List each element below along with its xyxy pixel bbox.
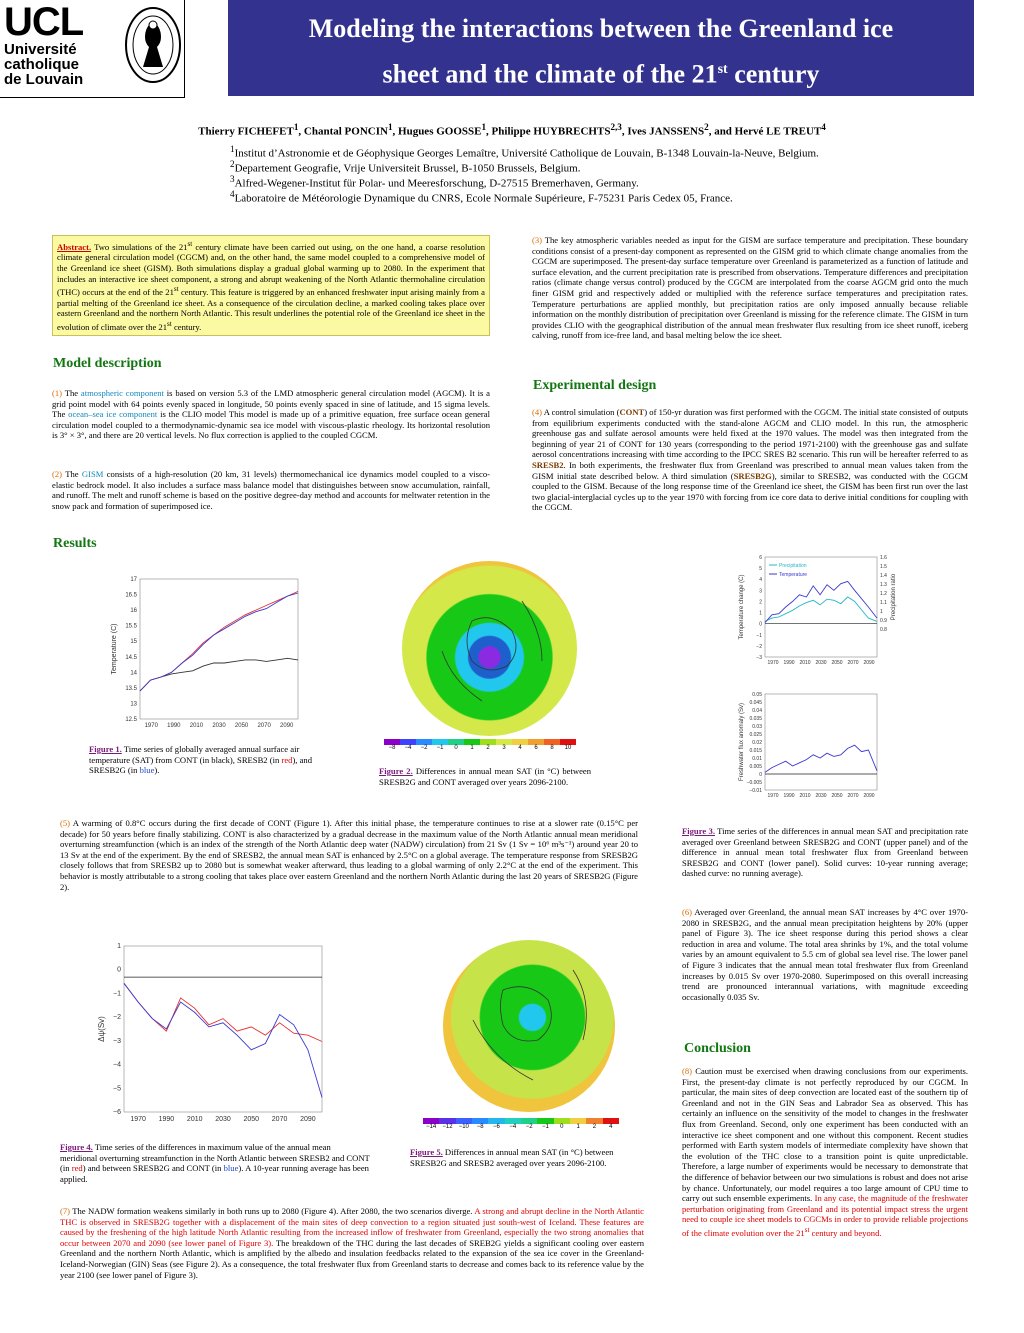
x-tick-label: 1970 bbox=[767, 793, 779, 799]
y-tick-label: −3 bbox=[756, 655, 762, 661]
y-tick-label: 0.05 bbox=[752, 692, 762, 698]
y2-axis-label: Precipitation ratio bbox=[891, 573, 897, 621]
figure-3-upper-chart bbox=[735, 553, 905, 679]
y-tick-label: −3 bbox=[113, 1037, 121, 1045]
x-tick-label: 2090 bbox=[863, 793, 875, 799]
colorbar-tick-label: 2 bbox=[592, 1124, 597, 1130]
y-tick-label: 2 bbox=[759, 599, 762, 606]
colorbar-tick-label: −1 bbox=[542, 1124, 549, 1130]
poster-title bbox=[238, 8, 964, 95]
x-tick-label: 2010 bbox=[799, 793, 811, 799]
figure-1-caption: Figure 1. Time series of globally averaged annual surface air temperature (SAT) from CONT (in black), SRESB2 (in red), and SRESB2G (in blue). bbox=[89, 744, 313, 776]
plot-frame bbox=[140, 579, 298, 719]
colorbar-tick-label: −12 bbox=[442, 1124, 453, 1130]
y-tick-label: 17 bbox=[130, 577, 137, 583]
results-heading: Results bbox=[53, 536, 97, 551]
y-tick-label: 14 bbox=[130, 670, 137, 677]
logo-block bbox=[0, 0, 185, 98]
y-tick-label: −0.005 bbox=[746, 780, 762, 786]
y-tick-label: 13.5 bbox=[125, 685, 137, 692]
figure-3-lower-chart bbox=[735, 690, 885, 810]
y-tick-label: 14.5 bbox=[125, 654, 137, 661]
series-line-1 bbox=[765, 581, 877, 622]
results-paragraph-7: (7) The NADW formation weakens similarly in both runs up to 2080 (Figure 4). After 2080, the two scenarios diverge. A strong and abrupt decline in the North Atlantic THC is observed in SRESB2G together with a displacement of the main sites of deep convection to a region situated just south-west of Iceland. These features are caused by the freshening of the high latitude North Atlantic resulting from the increased inflow of freshwater from Greenland, especially the two strong anomalies that occur between 2070 and 2090 (see lower panel of Figure 3). The breakdown of the THC during the last decades of SREB2G yields a significant cooling over eastern Greenland and the northern North Atlantic, which is amplified by the albedo and insulation feedbacks related to the expansion of the sea ice cover in the Greenland-Iceland-Norwegian (GIN) Seas (see Figure 2). As a consequence, the total freshwater flux from Greenland starts to decrease and comes back to its reference value by the year 2100 (see lower panel of Figure 3). bbox=[60, 1206, 644, 1280]
y2-tick-label: 1.5 bbox=[880, 564, 887, 570]
colorbar-tick-label: −10 bbox=[458, 1124, 469, 1130]
figure-5-coastline bbox=[443, 940, 615, 1112]
plot-frame bbox=[765, 694, 877, 790]
x-tick-label: 2090 bbox=[300, 1116, 316, 1123]
conclusion-paragraph: (8) Caution must be exercised when drawing conclusions from our experiments. First, the present-day climate is not perfectly reproduced by our CGCM. In particular, the main sites of deep convection are located east of the southern tip of Greenland and not in the GIN Seas and Labrador Sea as observed. This has certainly an influence on the sensitivity of the model to changes in the freshwater flux from Greenland. Second, only one experiment has been conducted with an interactive ice sheet component and one without this component. Recent studies performed with Earth system models of intermediate complexity have shown that the evolution of the THC close to a transition point is quite unpredictable. Therefore, a large number of experiments would be necessary to demonstrate that the difference of behavior between our two simulations is robust and does not arise by chance. Unfortunately, our model requires a too large amount of CPU time to carry out such ensemble experiments. In any case, the magnitude of the freshwater perturbation originating from Greenland and its potential impact stress the urgent need to couple ice sheet models to CGCMs in order to provide reliable projections of the climate evolution over the 21st century and beyond. bbox=[682, 1066, 968, 1238]
colorbar-tick-label: 0 bbox=[454, 745, 458, 751]
y-tick-label: −5 bbox=[113, 1085, 121, 1093]
x-tick-label: 1990 bbox=[167, 723, 181, 729]
y-tick-label: 0 bbox=[759, 621, 762, 628]
colorbar-tick-label: −6 bbox=[493, 1124, 500, 1130]
x-tick-label: 2050 bbox=[234, 723, 249, 729]
series-line-0 bbox=[765, 597, 877, 621]
y-tick-label: 0 bbox=[117, 966, 121, 974]
y-tick-label: 6 bbox=[759, 555, 762, 561]
y-tick-label: 0.045 bbox=[749, 700, 762, 706]
experimental-paragraph: (4) A control simulation (CONT) of 150-yr duration was first performed with the CGCM. The initial state consisted of outputs from equilibrium experiments conducted with the stand-alone AGCM and CLIO model. In this run, the atmospheric greenhouse gas and sulfate aerosol amounts were held fixed at the 1970 values. The model was then integrated from the beginning of year 21 of CONT for 130 years (corresponding to the period 1971-2100) with the greenhouse gas and sulfate aerosol concentrations increasing with time according to the IPCC SRES B2 scenario. This run will be hereafter referred to as SRESB2. In both experiments, the freshwater flux from Greenland was prescribed to annual mean values taken from the GISM initial state described below. A third simulation (SRESB2G), similar to SRESB2, was conducted with the CGCM coupled to the GISM. Because of the long response time of the Greenland ice sheet, the GISM has been first run over the last two glacial-interglacial cycles up to the year 1970 with forcing from ice core data to derive initial conditions for coupling with the CGCM. bbox=[532, 407, 968, 513]
colorbar-tick-label: −8 bbox=[388, 745, 396, 751]
y2-tick-label: 1.3 bbox=[880, 582, 887, 588]
figure-2-coastline bbox=[402, 561, 577, 736]
x-tick-label: 1970 bbox=[767, 660, 779, 666]
series-line-0 bbox=[140, 658, 298, 691]
y-tick-label: 0.04 bbox=[752, 708, 762, 714]
y-tick-label: −6 bbox=[113, 1109, 121, 1116]
y-axis-label: Freshwater flux anomaly (Sv) bbox=[739, 702, 745, 782]
university-seal-icon bbox=[124, 5, 182, 85]
colorbar-tick-label: 4 bbox=[609, 1124, 613, 1130]
title-line-2: sheet and the climate of the 21st century bbox=[382, 59, 820, 89]
x-tick-label: 1970 bbox=[130, 1116, 146, 1123]
colorbar-tick-label: 8 bbox=[550, 745, 554, 751]
figure-3-caption: Figure 3. Time series of the differences in annual mean SAT and precipitation rate averaged over Greenland between SRESB2G and CONT (upper panel) and of the difference in annual mean total freshwater flux from Greenland between SRESB2G and CONT (lower panel). Solid curves: 10-year running average; dashed curve: no running average). bbox=[682, 826, 969, 879]
series-line-0 bbox=[124, 983, 322, 1041]
colorbar-tick-label: −4 bbox=[509, 1124, 517, 1130]
y2-tick-label: 0.8 bbox=[880, 627, 887, 633]
colorbar-tick-label: 0 bbox=[560, 1124, 564, 1130]
series-line-1 bbox=[124, 983, 322, 1097]
x-tick-label: 2070 bbox=[271, 1116, 288, 1123]
colorbar-tick-label: 6 bbox=[534, 745, 538, 751]
y-tick-label: −2 bbox=[756, 643, 762, 650]
x-tick-label: 2090 bbox=[863, 660, 875, 666]
y2-tick-label: 1.1 bbox=[880, 600, 887, 606]
y-tick-label: 15 bbox=[130, 639, 137, 646]
colorbar-tick-label: −14 bbox=[426, 1124, 437, 1130]
x-tick-label: 1990 bbox=[158, 1116, 175, 1123]
colorbar-tick-label: −8 bbox=[476, 1124, 484, 1130]
y-tick-label: 0.035 bbox=[749, 716, 762, 722]
x-tick-label: 2050 bbox=[831, 793, 843, 799]
gism-coupling-paragraph: (3) The key atmospheric variables needed as input for the GISM are surface temperature and precipitation. These boundary conditions consist of a present-day component as represented on the GISM grid to which climate change anomalies from the CGCM are superimposed. The present-day surface temperature over Greenland is parameterized as a function of latitude and surface elevation, and the current precipitation rate is prescribed from observations. Temperature differences and precipitation ratios (climate change versus control) produced by the CGCM are interpolated from the coarse AGCM grid onto the much finer GISM grid and respectively added or multiplied with the reference surface temperatures and precipitation rates. Temperature perturbations are applied monthly, but precipitation ratios are only imposed annually because reliable information on the monthly distribution of precipitation over Greenland is missing for the reference climate. The GISM in turn provides CLIO with the geographical distribution of the annual mean freshwater flux resulting from ice sheet runoff, iceberg calving, runoff from ice-free land, and basal melting below the ice sheet. bbox=[532, 235, 968, 341]
model-paragraph-1: (1) The atmospheric component is based on version 5.3 of the LMD atmospheric general circulation model (AGCM). It is a grid point model with 64 points evenly spaced in longitude, 50 points evenly spaced in sine of latitude, and 15 sigma levels. The ocean–sea ice component is the CLIO model This model is made up of a primitive equation, free surface ocean general circulation model coupled to a thermodynamic-dynamic sea ice model with viscous-plastic rheology. Its horizontal resolution is 3° × 3°, and there are 20 vertical levels. No flux correction is applied to the coupled CGCM. bbox=[52, 388, 490, 441]
figure-2-caption: Figure 2. Differences in annual mean SAT (in °C) between SRESB2G and CONT averaged over years 2096-2100. bbox=[379, 766, 591, 787]
x-tick-label: 1990 bbox=[783, 793, 795, 799]
y2-tick-label: 0.9 bbox=[880, 618, 887, 624]
results-paragraph-5: (5) A warming of 0.8°C occurs during the first decade of CONT (Figure 1). After this initial phase, the temperature continues to rise at a slower rate (0.15°C per decade) for 50 years before finally stabilizing. CONT is also characterized by a gradual decrease in the maximum value of the North Atlantic annual mean meridional overturning streamfunction (which is an index of the strength of the North Atlantic deep water (NADW) circulation) from 21 Sv (1 Sv = 10⁶ m³s⁻¹) around year 20 to 13 Sv at the end of the experiment. By the end of SRESB2, the annual mean SAT is enhanced by 2.5°C on a global average. The temperature response from SRESB2G closely follows that from SRESB2 up to 2080 but is somewhat weaker afterward, thus leading to a global warming of only 2.2°C at the end of the experiment. This behavior is mostly attributable to a strong cooling that takes place over eastern Greenland and the northern North Atlantic during the last 20 years of SRESB2G (Figure 2). bbox=[60, 818, 638, 892]
author-list: Thierry FICHEFET$^1$, Chantal PONCIN$^1$, Hugues GOOSSE$^1$, Philippe HUYBRECHTS$^{2,3}$, Ives JANSSENS$^2$, and Hervé LE TREUT$^4$ bbox=[198, 122, 826, 138]
colorbar-tick-label: 2 bbox=[486, 745, 490, 751]
y-axis-label: Temperature change (C) bbox=[739, 574, 745, 640]
logo-line-3: de Louvain bbox=[4, 71, 84, 88]
colorbar-tick-label: 10 bbox=[564, 745, 572, 751]
x-tick-label: 2030 bbox=[815, 660, 827, 666]
y-tick-label: 15.5 bbox=[125, 623, 137, 630]
y-axis-label: Δψ(Sv) bbox=[97, 1016, 106, 1042]
affiliation-3: $^3$Alfred-Wegener-Institut für Polar- und Meeresforschung, D-27515 Bremerhaven, Germany. bbox=[230, 174, 639, 190]
y-tick-label: 16.5 bbox=[125, 592, 137, 599]
x-tick-label: 2010 bbox=[799, 660, 811, 666]
y-tick-label: 0.02 bbox=[752, 740, 762, 746]
y-tick-label: 16 bbox=[130, 608, 137, 615]
y-tick-label: 0.025 bbox=[749, 732, 762, 738]
y-tick-label: 1 bbox=[759, 610, 762, 617]
x-tick-label: 2010 bbox=[186, 1116, 203, 1123]
legend-label: Precipitation bbox=[779, 563, 807, 569]
figure-4-caption: Figure 4. Time series of the differences in maximum value of the annual mean meridional overturning streamfunction in the North Atlantic between SRESB2 and CONT (in red) and between SRESB2G and CONT (in blue). A 10-year running average has been applied. bbox=[60, 1142, 370, 1184]
y-tick-label: 12.5 bbox=[125, 717, 137, 723]
y-tick-label: 13 bbox=[130, 701, 137, 708]
x-tick-label: 2070 bbox=[847, 660, 859, 666]
colorbar-tick-label: 1 bbox=[576, 1124, 580, 1130]
series-line-2 bbox=[140, 593, 298, 691]
colorbar-tick-label: 3 bbox=[502, 745, 506, 751]
figure-4-chart bbox=[96, 940, 332, 1130]
model-description-heading: Model description bbox=[53, 356, 162, 371]
y-tick-label: 0 bbox=[759, 772, 762, 778]
x-tick-label: 2050 bbox=[831, 660, 843, 666]
affiliation-4: $^4$Laboratoire de Météorologie Dynamique du CNRS, Ecole Normale Supérieure, F-75231 Paris Cedex 05, France. bbox=[230, 189, 733, 205]
colorbar-tick-label: −2 bbox=[420, 745, 428, 751]
logo-line-1: Université bbox=[4, 41, 77, 58]
x-tick-label: 1990 bbox=[783, 660, 795, 666]
figure-2-colorbar bbox=[384, 739, 576, 751]
x-tick-label: 2050 bbox=[243, 1116, 260, 1123]
y2-tick-label: 1.4 bbox=[880, 573, 887, 579]
y2-tick-label: 1.2 bbox=[880, 591, 887, 597]
x-tick-label: 2070 bbox=[257, 723, 271, 729]
colorbar-tick-label: 4 bbox=[518, 745, 522, 751]
figure-2-colorbar-ticks bbox=[384, 745, 576, 751]
title-line-1: Modeling the interactions between the Greenland ice bbox=[308, 14, 894, 43]
y-tick-label: 0.01 bbox=[752, 756, 762, 762]
conclusion-heading: Conclusion bbox=[684, 1041, 751, 1056]
y-tick-label: −1 bbox=[113, 990, 121, 998]
y-axis-label: Temperature (C) bbox=[111, 623, 118, 675]
y-tick-label: 0.015 bbox=[749, 748, 762, 754]
abstract-box: Abstract. Two simulations of the 21st century climate have been carried out using, on the one hand, a coarse resolution climate general circulation model (CGCM) and, on the other hand, the same model coupled to a comprehensive model of the Greenland ice sheet (GISM). Both simulations display a gradual global warming up to 2080. In the experiment that includes an interactive ice sheet component, a strong and abrupt weakening of the North Atlantic thermohaline circulation (THC) occurs at the end of the 21st century. This feature is triggered by an enhanced freshwater input arising mainly from a partial melting of the Greenland ice sheet. As a consequence of the circulation decline, a marked cooling takes place over eastern Greenland and the northern North Atlantic. This result underlines the potential role of the Greenland ice sheet in the evolution of climate over the 21st century. bbox=[52, 235, 490, 336]
figure-1-chart bbox=[108, 575, 304, 731]
y-tick-label: 0.005 bbox=[749, 764, 762, 770]
y-tick-label: 0.03 bbox=[752, 724, 762, 730]
results-paragraph-6: (6) Averaged over Greenland, the annual mean SAT increases by 4°C over 1970-2080 in SRESB2G, and the annual mean precipitation heightens by 20% (upper panel of Figure 3). The ice sheet response during this period shows a clear reduction in area and volume. The total area shrinks by 1%, and the total volume varies by an amount equivalent to 5.5 cm of global sea level rise. The lower panel of Figure 3 indicates that the annual mean total freshwater flux from Greenland increases by 0.015 Sv over 1970-2080. Superimposed on this overall increasing trend are pronounced interannual variations, with magnitude exceeding occasionally 0.035 Sv. bbox=[682, 907, 968, 1002]
figure-5-colorbar-ticks bbox=[423, 1124, 619, 1130]
affiliation-1: $^1$Institut d’Astronomie et de Géophysique Georges Lemaître, Université Catholique de Louvain, B-1348 Louvain-la-Neuve, Belgium. bbox=[230, 144, 819, 160]
y-tick-label: −1 bbox=[756, 632, 762, 639]
colorbar-tick-label: −1 bbox=[436, 745, 444, 751]
x-tick-label: 1970 bbox=[144, 723, 158, 729]
title-banner bbox=[228, 0, 974, 96]
y-tick-label: −0.01 bbox=[749, 788, 762, 794]
figure-5-map bbox=[443, 940, 615, 1112]
university-name bbox=[4, 42, 83, 87]
logo-line-2: catholique bbox=[4, 56, 80, 73]
y2-tick-label: 1 bbox=[880, 609, 883, 615]
affiliation-2: $^2$Departement Geografie, Vrije Universiteit Brussel, B-1050 Brussels, Belgium. bbox=[230, 159, 581, 175]
y-tick-label: −4 bbox=[113, 1061, 121, 1069]
y-tick-label: 5 bbox=[759, 566, 762, 573]
series-line-0 bbox=[765, 745, 877, 772]
x-tick-label: 2030 bbox=[815, 793, 827, 799]
colorbar-tick-label: −2 bbox=[525, 1124, 533, 1130]
x-tick-label: 2030 bbox=[215, 1116, 231, 1123]
x-tick-label: 2010 bbox=[189, 723, 204, 729]
x-tick-label: 2090 bbox=[280, 723, 294, 729]
y-tick-label: 3 bbox=[759, 588, 762, 595]
ucl-logo-text: UCL bbox=[4, 0, 84, 44]
y-tick-label: −2 bbox=[113, 1014, 121, 1022]
y-tick-label: 1 bbox=[117, 943, 121, 950]
y2-tick-label: 1.6 bbox=[880, 555, 887, 561]
x-tick-label: 2070 bbox=[847, 793, 859, 799]
y-tick-label: 4 bbox=[759, 577, 762, 584]
abstract-label: Abstract. bbox=[57, 241, 92, 252]
experimental-design-heading: Experimental design bbox=[533, 378, 657, 393]
figure-5-colorbar bbox=[423, 1118, 619, 1130]
plot-frame bbox=[124, 946, 322, 1112]
x-tick-label: 2030 bbox=[212, 723, 226, 729]
legend-label: Temperature bbox=[779, 572, 808, 578]
colorbar-tick-label: 1 bbox=[470, 745, 474, 751]
colorbar-tick-label: −4 bbox=[404, 745, 412, 751]
model-paragraph-2: (2) The GISM consists of a high-resolution (20 km, 31 levels) thermomechanical ice dynamics model coupled to a visco-elastic bedrock model. It also includes a surface mass balance model that distinguishes between snow accumulation, rainfall, and runoff. The melt and runoff scheme is based on the positive degree-day method and accounts for meltwater retention in the snow pack and formation of superimposed ice. bbox=[52, 469, 490, 511]
figure-5-caption: Figure 5. Differences in annual mean SAT (in °C) between SRESB2G and SRESB2 averaged over years 2096-2100. bbox=[410, 1147, 614, 1168]
figure-2-map bbox=[402, 561, 577, 736]
